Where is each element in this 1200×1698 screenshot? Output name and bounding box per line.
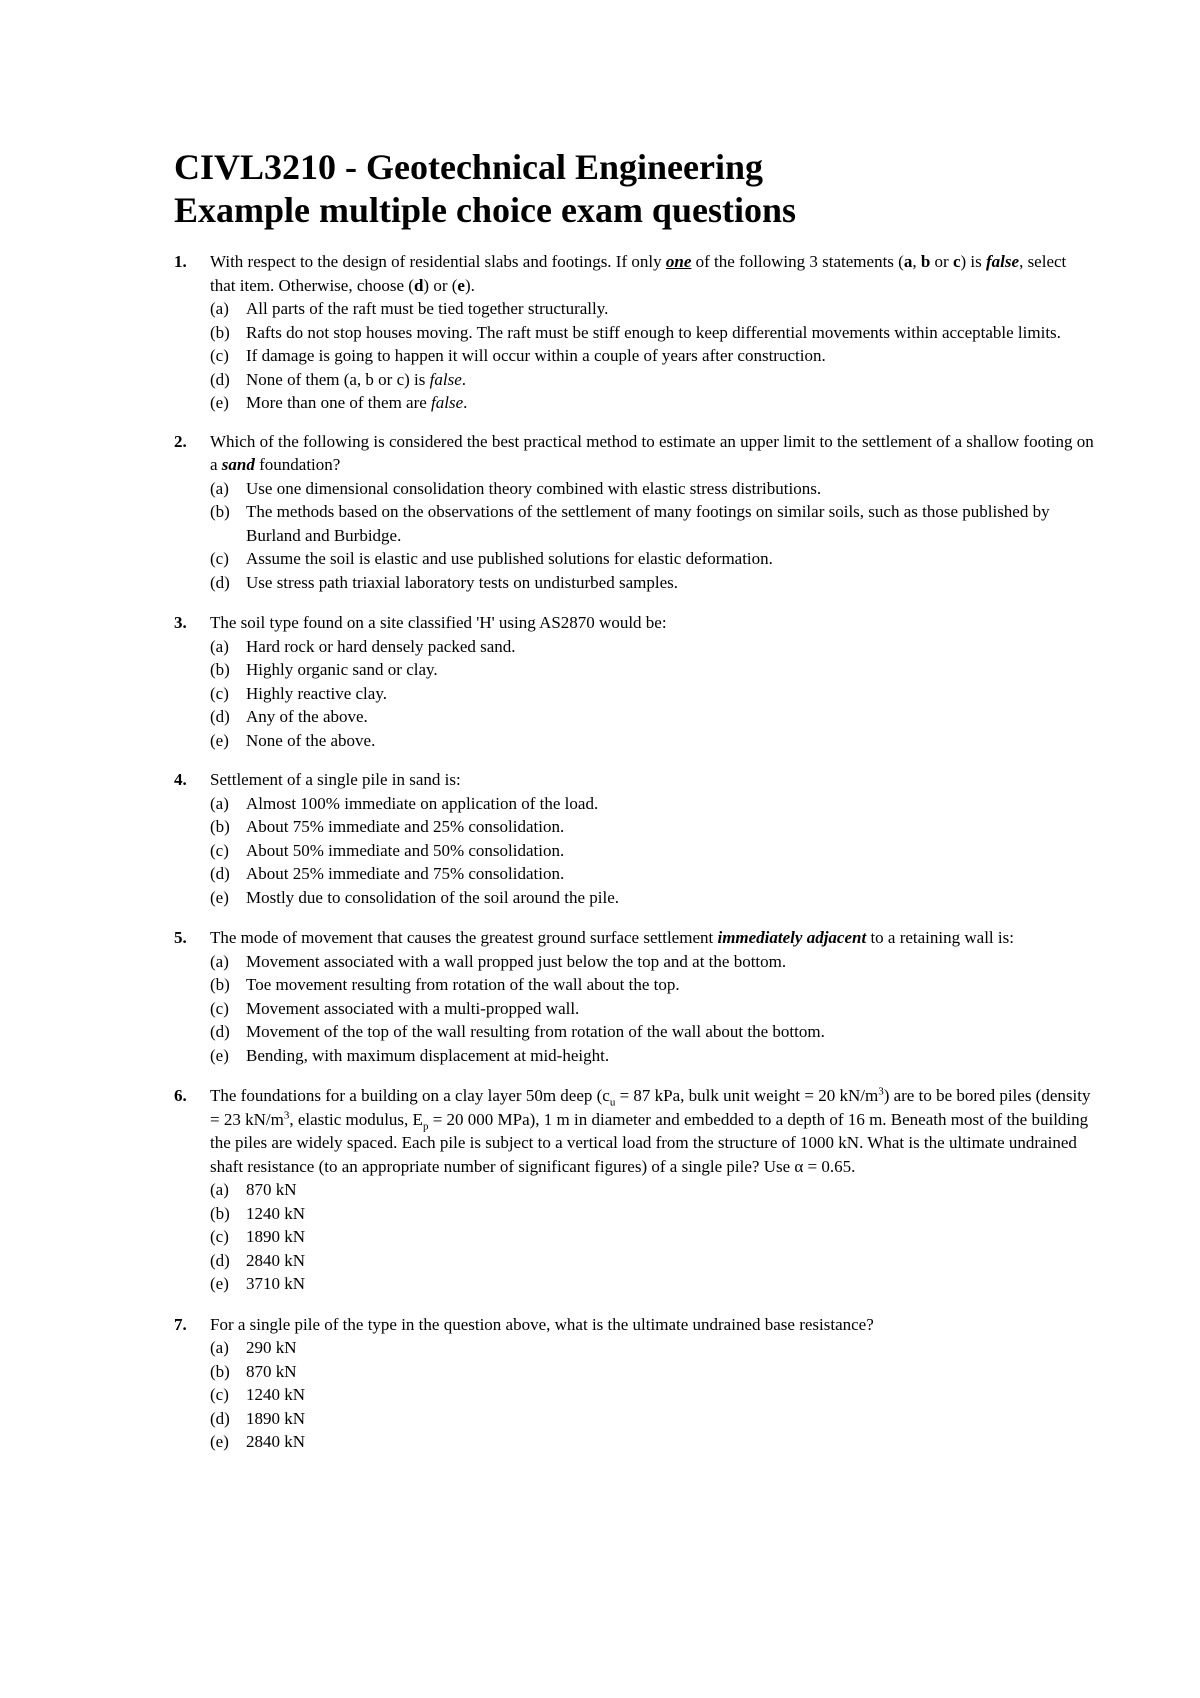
question-3 — [174, 611, 1094, 752]
option-label: (d) — [210, 572, 230, 592]
option-list — [174, 297, 1094, 415]
question-2 — [174, 430, 1094, 595]
emphasis-sand: sand — [221, 455, 255, 474]
question-stem: 4. Settlement of a single pile in sand is: — [174, 768, 1094, 792]
option-label: (d) — [210, 707, 230, 726]
emphasis-immediately-adjacent: immediately adjacent — [717, 928, 867, 947]
option-label: (d) — [210, 864, 230, 883]
option-text: 870 kN — [246, 1361, 297, 1381]
course-title: CIVL3210 - Geotechnical Engineering — [174, 147, 763, 187]
option-text: 2840 kN — [246, 1432, 306, 1451]
option-c[interactable] — [210, 1383, 1094, 1407]
option-text: About 25% immediate and 75% consolidation. — [246, 864, 565, 883]
option-text: 870 kN — [246, 1180, 297, 1199]
option-label: (a) — [210, 636, 229, 656]
option-text: Highly organic sand or clay. — [246, 660, 438, 679]
option-c[interactable] — [210, 839, 1094, 863]
option-text: Movement associated with a multi-propped wall. — [246, 998, 580, 1018]
option-text: About 50% immediate and 50% consolidation. — [246, 840, 565, 860]
option-d[interactable] — [210, 571, 1094, 595]
option-e[interactable] — [210, 1430, 1094, 1454]
option-text: 1240 kN — [246, 1385, 306, 1404]
option-a[interactable] — [210, 297, 1094, 321]
option-e[interactable] — [210, 1272, 1094, 1296]
option-label: (b) — [210, 817, 230, 836]
option-label: (e) — [210, 1045, 229, 1065]
option-text: 3710 kN — [246, 1274, 306, 1293]
option-text: All parts of the raft must be tied together structurally. — [246, 299, 609, 318]
option-c[interactable] — [210, 682, 1094, 706]
option-label: (e) — [210, 1274, 229, 1293]
question-number: 7. — [174, 1314, 187, 1334]
option-text: Assume the soil is elastic and use published solutions for elastic deformation. — [246, 549, 773, 568]
option-label: (b) — [210, 1203, 230, 1223]
question-number: 5. — [174, 928, 187, 947]
option-d[interactable] — [210, 1407, 1094, 1431]
option-b[interactable] — [210, 500, 1094, 547]
option-e[interactable] — [210, 1044, 1094, 1068]
option-label: (a) — [210, 951, 229, 971]
option-text: None of the above. — [246, 730, 376, 750]
option-label: (e) — [210, 887, 229, 907]
question-number: 1. — [174, 252, 187, 271]
option-text: Use one dimensional consolidation theory combined with elastic stress distributions. — [246, 478, 822, 498]
option-e[interactable]: (e) More than one of them are false. — [210, 391, 1094, 415]
emphasis-false: false — [986, 252, 1020, 271]
option-a[interactable] — [210, 1178, 1094, 1202]
question-5 — [174, 926, 1094, 1067]
question-stem: 1. With respect to the design of residential slabs and footings. If only one of the following 3 statements (a, b or c) is false, select that item. Otherwise, choose (d) or (e). — [174, 252, 1067, 295]
option-label: (c) — [210, 1385, 229, 1404]
question-stem: 2. Which of the following is considered the best practical method to estimate an upper limit to the settlement of a shallow footing on a sand foundation? — [174, 431, 1094, 474]
option-text: Use stress path triaxial laboratory tests on undisturbed samples. — [246, 572, 678, 592]
title-block — [174, 146, 796, 232]
option-label: (b) — [210, 1361, 230, 1381]
option-text: More than one of them are — [246, 393, 432, 412]
option-text: Almost 100% immediate on application of the load. — [246, 793, 599, 813]
option-label: (c) — [210, 1227, 229, 1246]
option-label: (d) — [210, 1250, 230, 1270]
option-d[interactable] — [210, 1020, 1094, 1044]
option-b[interactable] — [210, 321, 1094, 345]
option-text: Any of the above. — [246, 707, 368, 726]
question-6 — [174, 1084, 1094, 1296]
option-label: (a) — [210, 793, 229, 813]
option-text: 1890 kN — [246, 1408, 306, 1428]
question-4 — [174, 768, 1094, 909]
option-d[interactable]: (d) None of them (a, b or c) is false. — [210, 368, 1094, 392]
option-c[interactable] — [210, 1225, 1094, 1249]
question-list — [174, 250, 1094, 1454]
option-e[interactable] — [210, 886, 1094, 910]
option-list — [174, 950, 1094, 1068]
option-text: The methods based on the observations of the settlement of many footings on similar soils, such as those published by Burland and Burbidge. — [246, 502, 1050, 545]
option-text: Movement associated with a wall propped just below the top and at the bottom. — [246, 951, 787, 971]
question-stem: 5. The mode of movement that causes the greatest ground surface settlement immediately adjacent to a retaining wall is: — [174, 926, 1094, 950]
option-a[interactable] — [210, 635, 1094, 659]
option-label: (b) — [210, 502, 230, 521]
option-list — [174, 635, 1094, 753]
option-b[interactable] — [210, 815, 1094, 839]
question-stem: 6. The foundations for a building on a clay layer 50m deep ($c_u = 87$ kPa, bulk unit weight = 20 $kN/m^3$) are to be bored piles (density = 23 $kN/m^3$, elastic modulus, $E_p = 20$ 000 MPa), 1 m in diameter and embedded to a depth of 16 m. Beneath most of the building the piles are widely spaced. Each pile is subject to a vertical load from the structure of 1000 kN. What is the ultimate undrained shaft resistance (to an appropriate number of significant figures) of a single pile? Use α = 0.65. — [174, 1085, 1091, 1176]
option-list — [174, 792, 1094, 910]
question-number: 4. — [174, 770, 187, 789]
option-label: (c) — [210, 683, 229, 703]
option-label: (b) — [210, 322, 230, 342]
option-text: Rafts do not stop houses moving. The raft must be stiff enough to keep differential movements within acceptable limits. — [246, 322, 1061, 342]
option-label: (e) — [210, 393, 229, 412]
option-label: (c) — [210, 346, 229, 365]
question-stem: 7. For a single pile of the type in the question above, what is the ultimate undrained base resistance? — [174, 1313, 1094, 1337]
page-subtitle: Example multiple choice exam questions — [174, 190, 796, 230]
option-list — [174, 1178, 1094, 1296]
option-label: (a) — [210, 1338, 229, 1357]
option-b[interactable] — [210, 1360, 1094, 1384]
option-label: (a) — [210, 478, 229, 498]
option-label: (e) — [210, 1432, 229, 1451]
option-a[interactable] — [210, 950, 1094, 974]
option-text: 290 kN — [246, 1338, 297, 1357]
question-number: 6. — [174, 1086, 187, 1105]
option-label: (b) — [210, 975, 230, 994]
option-c[interactable] — [210, 344, 1094, 368]
option-d[interactable] — [210, 705, 1094, 729]
option-label: (c) — [210, 998, 229, 1018]
option-a[interactable] — [210, 1336, 1094, 1360]
option-e[interactable] — [210, 729, 1094, 753]
option-b[interactable] — [210, 1202, 1094, 1226]
emphasis-one: one — [665, 252, 692, 271]
option-text: Mostly due to consolidation of the soil around the pile. — [246, 887, 620, 907]
option-text: None of them (a, b or c) is — [246, 369, 430, 389]
option-d[interactable] — [210, 862, 1094, 886]
option-label: (c) — [210, 840, 229, 860]
option-b[interactable] — [210, 658, 1094, 682]
question-1 — [174, 250, 1094, 415]
option-label: (d) — [210, 1408, 230, 1428]
option-c[interactable] — [210, 547, 1094, 571]
option-d[interactable] — [210, 1249, 1094, 1273]
option-text: About 75% immediate and 25% consolidation. — [246, 817, 565, 836]
option-label: (a) — [210, 299, 229, 318]
question-number: 3. — [174, 613, 187, 632]
question-7 — [174, 1313, 1094, 1454]
option-label: (c) — [210, 549, 229, 568]
option-a[interactable] — [210, 477, 1094, 501]
option-list — [174, 1336, 1094, 1454]
question-stem: 3. The soil type found on a site classified 'H' using AS2870 would be: — [174, 611, 1094, 635]
option-text: Toe movement resulting from rotation of the wall about the top. — [246, 975, 680, 994]
option-c[interactable] — [210, 997, 1094, 1021]
option-label: (b) — [210, 660, 230, 679]
option-text: Bending, with maximum displacement at mid-height. — [246, 1045, 610, 1065]
option-text: If damage is going to happen it will occur within a couple of years after construction. — [246, 346, 826, 365]
option-label: (a) — [210, 1180, 229, 1199]
option-text: 2840 kN — [246, 1250, 306, 1270]
option-label: (e) — [210, 730, 229, 750]
option-list — [174, 477, 1094, 595]
option-text: 1240 kN — [246, 1203, 306, 1223]
option-label: (d) — [210, 1022, 230, 1041]
option-a[interactable] — [210, 792, 1094, 816]
option-b[interactable] — [210, 973, 1094, 997]
option-text: Hard rock or hard densely packed sand. — [246, 636, 516, 656]
question-number: 2. — [174, 431, 187, 451]
option-text: Movement of the top of the wall resulting from rotation of the wall about the bottom. — [246, 1022, 825, 1041]
option-label: (d) — [210, 369, 230, 389]
option-text: Highly reactive clay. — [246, 683, 387, 703]
option-text: 1890 kN — [246, 1227, 306, 1246]
